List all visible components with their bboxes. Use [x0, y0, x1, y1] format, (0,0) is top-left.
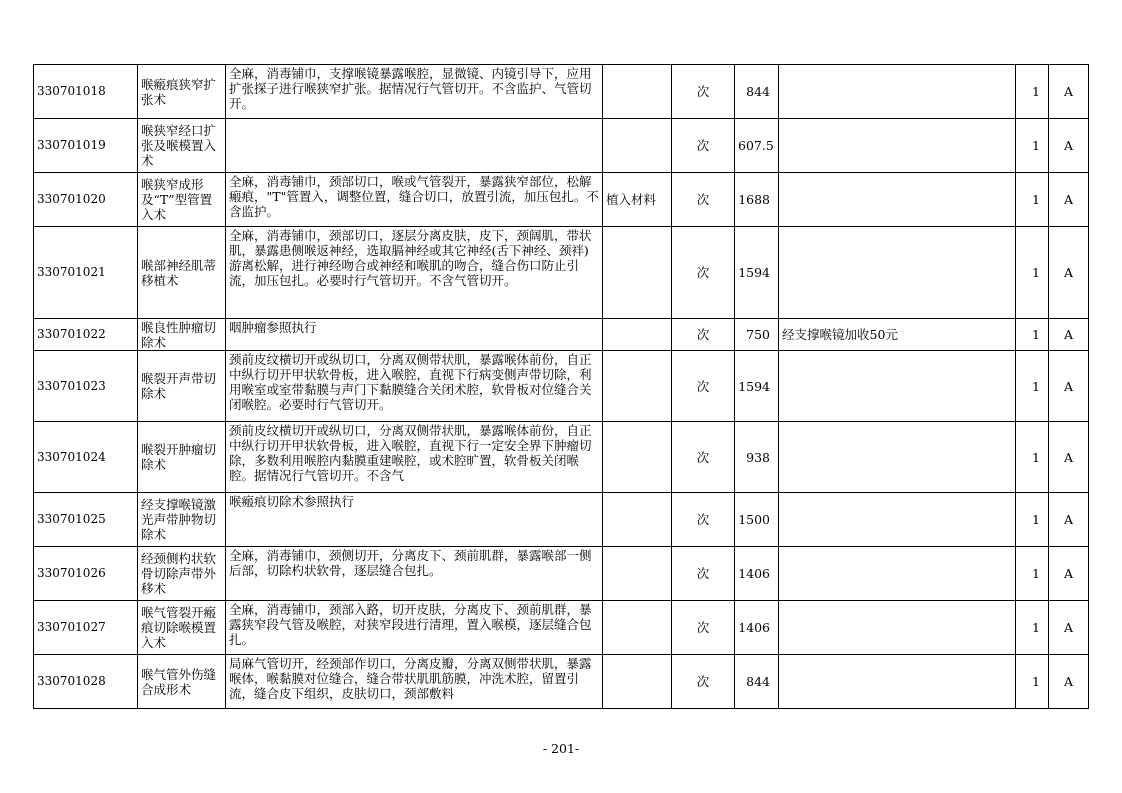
table-row: [34, 493, 1089, 547]
item-code-cell: [34, 319, 138, 351]
item-name-cell: [138, 173, 226, 227]
price-cell: [735, 351, 779, 422]
excluded-content-cell: [603, 547, 672, 601]
item-description-cell: [226, 319, 603, 351]
remark-cell: [779, 227, 1016, 319]
excluded-content-cell: [603, 422, 672, 493]
item-code-cell: [34, 119, 138, 173]
table-body: [34, 65, 1089, 709]
quantity-cell-text: 1: [1032, 138, 1040, 153]
item-name-cell-text: 喉裂开声带切除术: [141, 371, 217, 401]
price-cell-text: 607.5: [738, 138, 774, 153]
item-description-cell: [226, 601, 603, 655]
item-name-cell-text: 喉气管外伤缝合成形术: [141, 666, 217, 697]
item-description-cell-text: 喉瘢痕切除术参照执行: [229, 494, 355, 509]
table-row: [34, 119, 1089, 173]
quantity-cell: [1016, 493, 1049, 547]
category-cell-text: A: [1063, 192, 1074, 207]
price-cell-text: 750: [746, 327, 770, 342]
item-description-cell-text: 全麻，消毒铺巾，颈部切口，喉或气管裂开，暴露狭窄部位，松解瘢痕，"T"管置入，调整位置，缝合切口，放置引流，加压包扎。不含监护。: [229, 174, 599, 219]
item-name-cell: [138, 119, 226, 173]
item-name-cell: [138, 547, 226, 601]
unit-cell: [672, 422, 735, 493]
category-cell: [1049, 173, 1089, 227]
table-row: [34, 422, 1089, 493]
item-code-cell-text: 330701025: [37, 512, 106, 526]
item-description-cell: [226, 547, 603, 601]
item-code-cell: [34, 493, 138, 547]
price-cell-text: 1688: [738, 192, 770, 207]
item-code-cell: [34, 65, 138, 119]
quantity-cell: [1016, 319, 1049, 351]
item-name-cell-text: 喉裂开肿瘤切除术: [141, 442, 217, 472]
fee-table: [33, 64, 1089, 709]
item-code-cell: [34, 227, 138, 319]
item-name-cell-text: 喉气管裂开瘢痕切除喉模置入术: [141, 605, 217, 650]
item-name-cell: [138, 601, 226, 655]
category-cell-text: A: [1063, 620, 1074, 635]
item-name-cell: [138, 655, 226, 709]
category-cell: [1049, 119, 1089, 173]
excluded-content-cell: [603, 493, 672, 547]
item-name-cell-text: 经支撑喉镜激光声带肿物切除术: [141, 497, 217, 542]
item-description-cell: [226, 173, 603, 227]
remark-cell: [779, 65, 1016, 119]
item-description-cell-text: 颈前皮纹横切开或纵切口，分离双侧带状肌，暴露喉体前份，自正中纵行切开甲状软骨板，进入喉腔，直视下行一定安全界下肿瘤切除，多数利用喉腔内黏膜重建喉腔，或术腔旷置，软骨板关闭喉腔。据情况行气管切开。不含气: [229, 423, 592, 483]
item-description-cell-text: 全麻，消毒铺巾，颈部切口，逐层分离皮肤，皮下，颈阔肌，带状肌，暴露患侧喉返神经，选取膈神经或其它神经(舌下神经、颈袢)游离松解，进行神经吻合或神经和喉肌的吻合，缝合伤口防止引流，加压包扎。必要时行气管切开。不含气管切开。: [229, 228, 592, 288]
price-cell: [735, 655, 779, 709]
item-name-cell: [138, 65, 226, 119]
quantity-cell: [1016, 547, 1049, 601]
price-cell: [735, 173, 779, 227]
quantity-cell-text: 1: [1032, 265, 1040, 280]
excluded-content-cell: [603, 601, 672, 655]
category-cell: [1049, 227, 1089, 319]
page-number: - 201-: [542, 741, 580, 756]
remark-cell: [779, 493, 1016, 547]
remark-cell: [779, 422, 1016, 493]
unit-cell-text: 次: [696, 674, 710, 689]
quantity-cell-text: 1: [1032, 449, 1040, 465]
item-code-cell-text: 330701020: [37, 192, 106, 206]
price-cell: [735, 422, 779, 493]
price-cell: [735, 65, 779, 119]
category-cell: [1049, 65, 1089, 119]
unit-cell: [672, 173, 735, 227]
item-description-cell-text: 全麻，消毒铺巾，颈部入路，切开皮肤，分离皮下、颈前肌群，暴露狭窄段气管及喉腔，对狭窄段进行清理，置入喉模，逐层缝合包扎。: [229, 602, 592, 647]
item-description-cell-text: 局麻气管切开，经颈部作切口，分离皮瓣，分离双侧带状肌，暴露喉体，喉黏膜对位缝合，缝合带状肌肌筋膜，冲洗术腔，留置引流，缝合皮下组织，皮肤切口，颈部敷料: [229, 656, 592, 701]
item-name-cell-text: 喉良性肿瘤切除术: [141, 319, 217, 350]
item-name-cell-text: 喉狭窄经口扩张及喉模置入术: [141, 123, 217, 168]
category-cell: [1049, 422, 1089, 493]
item-code-cell-text: 330701024: [37, 449, 106, 464]
item-code-cell-text: 330701028: [37, 674, 106, 688]
price-cell: [735, 319, 779, 351]
category-cell-text: A: [1063, 449, 1074, 465]
price-cell-text: 1406: [738, 620, 770, 635]
unit-cell-text: 次: [696, 192, 710, 207]
unit-cell: [672, 655, 735, 709]
price-cell-text: 1406: [738, 566, 770, 581]
unit-cell-text: 次: [696, 566, 710, 581]
item-code-cell: [34, 422, 138, 493]
remark-cell: [779, 655, 1016, 709]
category-cell: [1049, 351, 1089, 422]
quantity-cell-text: 1: [1032, 378, 1040, 394]
category-cell-text: A: [1063, 378, 1074, 394]
item-code-cell-text: 330701019: [37, 138, 106, 152]
quantity-cell: [1016, 65, 1049, 119]
remark-cell: [779, 119, 1016, 173]
unit-cell: [672, 351, 735, 422]
table-row: [34, 547, 1089, 601]
category-cell-text: A: [1063, 84, 1074, 99]
unit-cell-text: 次: [696, 620, 710, 635]
item-description-cell-text: 咽肿瘤参照执行: [229, 320, 317, 335]
table-row: [34, 227, 1089, 319]
unit-cell: [672, 319, 735, 351]
quantity-cell: [1016, 227, 1049, 319]
excluded-content-cell: [603, 351, 672, 422]
table-row: [34, 601, 1089, 655]
item-code-cell-text: 330701023: [37, 378, 106, 393]
quantity-cell-text: 1: [1032, 620, 1040, 635]
price-cell: [735, 493, 779, 547]
table-row: [34, 173, 1089, 227]
unit-cell-text: 次: [696, 378, 710, 394]
excluded-content-cell-text: 植入材料: [606, 192, 657, 207]
price-cell: [735, 227, 779, 319]
item-description-cell-text: 颈前皮纹横切开或纵切口，分离双侧带状肌，暴露喉体前份，自正中纵行切开甲状软骨板，进入喉腔，直视下行病变侧声带切除，利用喉室或室带黏膜与声门下黏膜缝合关闭术腔，软骨板对位缝合关闭喉腔。必要时行气管切开。: [229, 352, 592, 412]
item-description-cell: [226, 119, 603, 173]
item-name-cell-text: 喉狭窄成形及“T”型管置入术: [141, 177, 213, 222]
item-name-cell: [138, 422, 226, 493]
item-name-cell: [138, 493, 226, 547]
category-cell-text: A: [1063, 327, 1074, 342]
remark-cell: [779, 319, 1016, 351]
item-code-cell-text: 330701022: [37, 327, 106, 341]
quantity-cell-text: 1: [1032, 674, 1040, 689]
category-cell-text: A: [1063, 265, 1074, 280]
item-code-cell-text: 330701026: [37, 566, 106, 580]
item-description-cell-text: 全麻，消毒铺巾，支撑喉镜暴露喉腔，显微镜、内镜引导下，应用扩张探子进行喉狭窄扩张。据情况行气管切开。不含监护、气管切开。: [229, 66, 592, 111]
table-row: [34, 351, 1089, 422]
price-cell-text: 844: [746, 674, 770, 689]
item-description-cell: [226, 227, 603, 319]
item-name-cell-text: 喉部神经肌蒂移植术: [141, 257, 217, 288]
price-cell-text: 1594: [738, 265, 770, 280]
item-name-cell: [138, 351, 226, 422]
item-description-cell: [226, 422, 603, 493]
excluded-content-cell: [603, 65, 672, 119]
price-cell: [735, 547, 779, 601]
remark-cell: [779, 547, 1016, 601]
item-name-cell: [138, 227, 226, 319]
category-cell: [1049, 319, 1089, 351]
quantity-cell: [1016, 119, 1049, 173]
quantity-cell-text: 1: [1032, 566, 1040, 581]
table-row: [34, 319, 1089, 351]
quantity-cell-text: 1: [1032, 84, 1040, 99]
unit-cell: [672, 547, 735, 601]
remark-cell: [779, 351, 1016, 422]
item-description-cell: [226, 493, 603, 547]
unit-cell-text: 次: [696, 327, 710, 342]
quantity-cell: [1016, 422, 1049, 493]
category-cell-text: A: [1063, 512, 1074, 527]
category-cell: [1049, 493, 1089, 547]
quantity-cell: [1016, 601, 1049, 655]
quantity-cell-text: 1: [1032, 327, 1040, 342]
excluded-content-cell: [603, 227, 672, 319]
item-code-cell: [34, 601, 138, 655]
quantity-cell-text: 1: [1032, 192, 1040, 207]
category-cell: [1049, 655, 1089, 709]
quantity-cell: [1016, 173, 1049, 227]
unit-cell: [672, 601, 735, 655]
item-description-cell-text: 全麻，消毒铺巾，颈侧切开，分离皮下、颈前肌群，暴露喉部一侧后部，切除杓状软骨，逐层缝合包扎。: [229, 548, 592, 578]
category-cell: [1049, 601, 1089, 655]
item-code-cell-text: 330701027: [37, 620, 106, 634]
item-description-cell: [226, 655, 603, 709]
unit-cell-text: 次: [696, 449, 710, 465]
price-cell-text: 1500: [738, 512, 770, 527]
excluded-content-cell: [603, 319, 672, 351]
item-code-cell-text: 330701018: [37, 84, 106, 98]
item-description-cell: [226, 351, 603, 422]
category-cell-text: A: [1063, 674, 1074, 689]
remark-cell-text: 经支撑喉镜加收50元: [782, 327, 898, 342]
quantity-cell: [1016, 655, 1049, 709]
item-code-cell: [34, 351, 138, 422]
unit-cell-text: 次: [696, 265, 710, 280]
unit-cell: [672, 227, 735, 319]
item-code-cell: [34, 655, 138, 709]
item-code-cell-text: 330701021: [37, 265, 106, 279]
category-cell-text: A: [1063, 138, 1074, 153]
table-row: [34, 655, 1089, 709]
price-cell-text: 844: [746, 84, 770, 99]
excluded-content-cell: [603, 119, 672, 173]
price-cell-text: 938: [746, 449, 770, 465]
quantity-cell-text: 1: [1032, 512, 1040, 527]
unit-cell-text: 次: [696, 138, 710, 153]
excluded-content-cell: [603, 655, 672, 709]
unit-cell: [672, 65, 735, 119]
item-description-cell: [226, 65, 603, 119]
quantity-cell: [1016, 351, 1049, 422]
price-cell: [735, 601, 779, 655]
unit-cell-text: 次: [696, 512, 710, 527]
unit-cell: [672, 493, 735, 547]
excluded-content-cell: [603, 173, 672, 227]
unit-cell: [672, 119, 735, 173]
item-name-cell-text: 喉瘢痕狭窄扩张术: [141, 76, 217, 107]
category-cell: [1049, 547, 1089, 601]
remark-cell: [779, 601, 1016, 655]
table-row: [34, 65, 1089, 119]
item-name-cell-text: 经颈侧杓状软骨切除声带外移术: [141, 551, 217, 596]
item-code-cell: [34, 547, 138, 601]
item-name-cell: [138, 319, 226, 351]
remark-cell: [779, 173, 1016, 227]
item-code-cell: [34, 173, 138, 227]
category-cell-text: A: [1063, 566, 1074, 581]
unit-cell-text: 次: [696, 84, 710, 99]
price-cell: [735, 119, 779, 173]
price-cell-text: 1594: [738, 378, 770, 394]
